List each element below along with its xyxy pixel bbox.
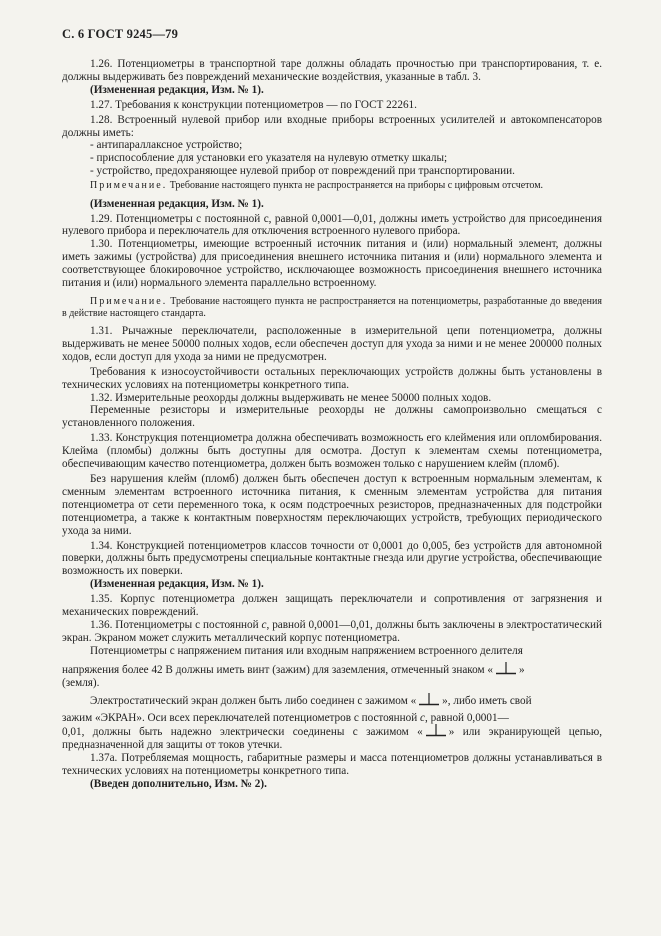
- clause-1-31: 1.31. Рычажные переключатели, расположенные в измерительной цепи потенциометра, должны выдерживать не менее 50000 полных ходов, если обеспечен доступ для ухода за ними и не менее 200000 полных ходов, если доступ для ухода за ними не предусмотрен.: [62, 325, 602, 363]
- note-text: Требование настоящего пункта не распространяется на потенциометры, разработанные до введения в действие настоящего стандарта.: [62, 296, 602, 319]
- clause-1-35: 1.35. Корпус потенциометра должен защищать переключатели и сопротивления от загрязнения и механических повреждений.: [62, 593, 602, 619]
- note-label: Примечание.: [90, 180, 168, 192]
- clause-1-36-axes: зажим «ЭКРАН». Оси всех переключателей потенциометров с постоянной с, равной 0,0001—: [62, 711, 509, 724]
- clause-1-33: 1.33. Конструкция потенциометра должна обеспечивать возможность его клеймения или опломбирования. Клейма (пломбы) должны быть доступны для осмотра. Доступ к элементам схемы потенциометра, обеспечивающим качество потенциометра, должен быть возможен только с нарушением клейм (пломб).: [62, 432, 602, 471]
- clause-1-33-cont: Без нарушения клейм (пломб) должен быть обеспечен доступ к встроенным нормальным элементам, к сменным элементам встроенного источника питания, к сменным элементам устройства для питания потенциометра от сети переменного тока, к осям подстроечных резисторов, предназначенных для подстройки потенциометра, а также к контактным поверхностям переключающих устройств, требующих периодического ухода за ними.: [62, 472, 602, 537]
- ground-symbol-icon: [416, 693, 442, 708]
- page-header: С. 6 ГОСТ 9245—79: [62, 27, 179, 41]
- document-body: [62, 58, 602, 793]
- note-2: [62, 296, 602, 319]
- note-1: [62, 180, 602, 192]
- list-item: - приспособление для установки его указателя на нулевую отметку шкалы;: [90, 152, 448, 165]
- ground-symbol-icon: [493, 662, 519, 677]
- list-item: - антипараллаксное устройство;: [90, 139, 243, 152]
- amendment-note: (Измененная редакция, Изм. № 1).: [90, 578, 264, 591]
- clause-1-36-screen: Электростатический экран должен быть либо соединен с зажимом « », либо иметь свой: [90, 694, 532, 707]
- clause-1-32-cont: Переменные резисторы и измерительные реохорды не должны самопроизвольно смещаться с установленного положения.: [62, 404, 602, 430]
- clause-1-32: 1.32. Измерительные реохорды должны выдерживать не менее 50000 полных ходов.: [90, 391, 492, 404]
- ground-symbol-icon: [423, 724, 449, 739]
- clause-1-29: 1.29. Потенциометры с постоянной с, равной 0,0001—0,01, должны иметь устройство для присоединения нулевого прибора и переключатель для отключения встроенного нулевого прибора.: [62, 212, 602, 238]
- note-label: Примечание.: [90, 296, 168, 307]
- amendment-note: (Измененная редакция, Изм. № 1).: [90, 197, 264, 210]
- clause-1-28: 1.28. Встроенный нулевой прибор или входные приборы встроенных усилителей и автокомпенсаторов должны иметь:: [62, 113, 602, 139]
- note-text: Требование настоящего пункта не распространяется на приборы с цифровым отсчетом.: [167, 180, 544, 192]
- list-item: - устройство, предохраняющее нулевой прибор от повреждений при транспортировании.: [90, 165, 515, 178]
- clause-1-27: 1.27. Требования к конструкции потенциометров — по ГОСТ 22261.: [90, 98, 417, 111]
- clause-1-36-grounding-cont: напряжения более 42 В должны иметь винт (зажим) для заземления, отмеченный знаком « »: [62, 663, 525, 676]
- clause-1-36: 1.36. Потенциометры с постоянной с, равной 0,0001—0,01, должны быть заключены в электростатический экран. Экраном может служить металлический корпус потенциометра.: [62, 618, 602, 644]
- clause-1-34: 1.34. Конструкцией потенциометров классов точности от 0,0001 до 0,005, без устройств для автономной поверки, должны быть предусмотрены специальные контактные гнезда или другие устройства, обеспечивающие возможность их поверки.: [62, 539, 602, 578]
- clause-1-31-cont: Требования к износоустойчивости остальных переключающих устройств должны быть установлены в технических условиях на потенциометры конкретного типа.: [62, 365, 602, 391]
- clause-1-30: 1.30. Потенциометры, имеющие встроенный источник питания и (или) нормальный элемент, должны иметь зажимы (устройства) для присоединения внешнего источника питания и (или) нормального элемента и соответствующее блокировочное устройство, исключающее возможность присоединения внешнего источника питания и (или) нормального элемента параллельно встроенному.: [62, 238, 602, 290]
- clause-1-36-grounding: Потенциометры с напряжением питания или входным напряжением встроенного делителя: [90, 644, 523, 657]
- clause-1-37a: 1.37а. Потребляемая мощность, габаритные размеры и масса потенциометров должны устанавливаться в технических условиях на потенциометры конкретного типа.: [62, 752, 602, 778]
- clause-1-26: 1.26. Потенциометры в транспортной таре должны обладать прочностью при транспортирования, т. е. должны выдерживать без повреждений механические воздействия, указанные в табл. 3.: [62, 58, 602, 83]
- clause-1-36-axes-cont: 0,01, должны быть надежно электрически соединены с зажимом « » или экранирующей цепью, предназначенной для защиты от токов утечки.: [62, 726, 602, 752]
- amendment-note: (Измененная редакция, Изм. № 1).: [90, 83, 264, 96]
- ground-label: (земля).: [62, 676, 100, 689]
- amendment-note: (Введен дополнительно, Изм. № 2).: [90, 778, 267, 791]
